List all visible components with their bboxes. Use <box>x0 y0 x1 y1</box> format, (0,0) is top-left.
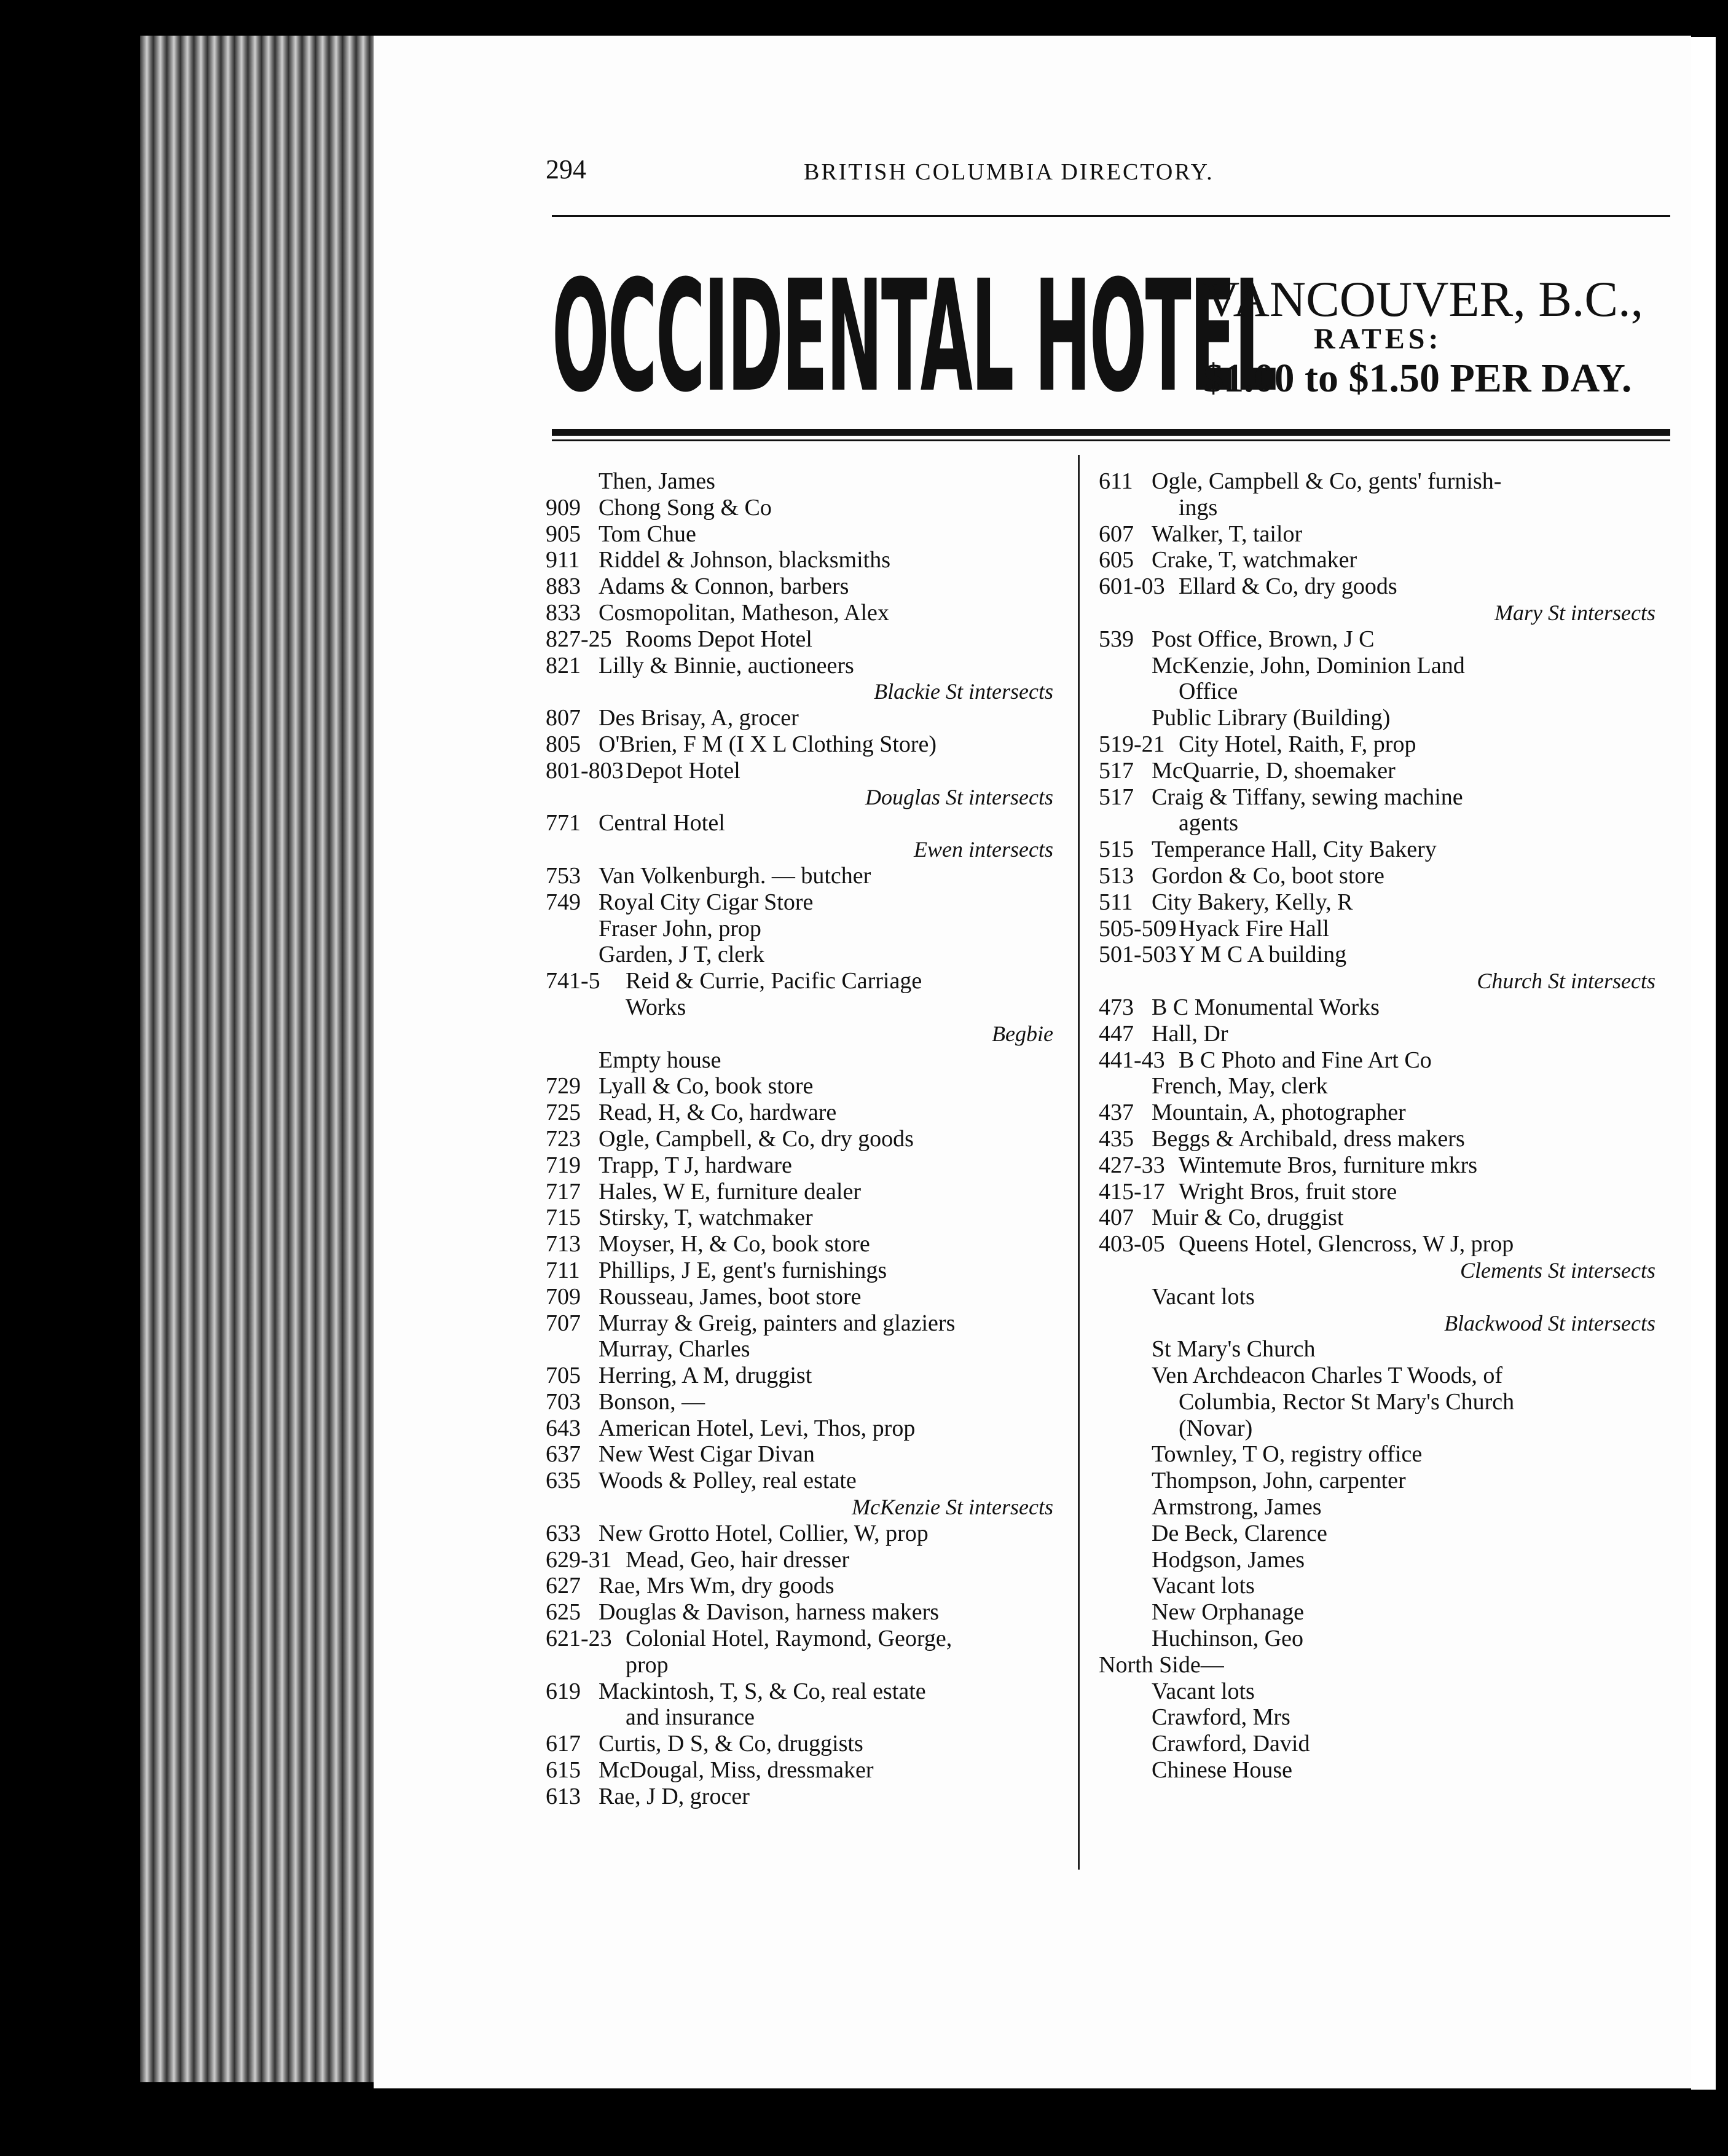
directory-entry <box>546 1152 1068 1179</box>
directory-entry <box>1099 521 1670 548</box>
street-number: 709 <box>546 1283 581 1310</box>
street-number: 705 <box>546 1363 581 1389</box>
book-page-edges <box>140 36 376 2082</box>
street-number: 703 <box>546 1388 581 1415</box>
directory-entry-plain: Then, James <box>599 468 715 494</box>
directory-entry <box>546 1757 1068 1784</box>
directory-entry-plain: Fraser John, prop <box>599 915 761 942</box>
street-number: 801-803 <box>546 757 624 784</box>
directory-entry <box>1099 626 1670 653</box>
street-number: 807 <box>546 705 581 731</box>
directory-entry <box>546 863 1068 889</box>
occupant-name: Colonial Hotel, Raymond, George, <box>626 1626 952 1652</box>
directory-entry <box>546 1468 1068 1494</box>
street-number: 723 <box>546 1125 581 1152</box>
directory-entry <box>546 600 1068 626</box>
occupant-name: McDougal, Miss, dressmaker <box>599 1757 874 1784</box>
directory-entry <box>1099 889 1670 916</box>
directory-entry <box>1099 1047 1670 1074</box>
street-number: 717 <box>546 1178 581 1205</box>
street-number: 821 <box>546 652 581 679</box>
ad-hotel-name: OCCIDENTAL HOTEL <box>552 247 1276 426</box>
directory-entry <box>1099 758 1670 784</box>
column-divider <box>1078 455 1080 1870</box>
entry-continuation: ings <box>1179 494 1218 521</box>
street-number: 517 <box>1099 784 1134 810</box>
street-number: 625 <box>546 1599 581 1626</box>
occupant-name: New West Cigar Divan <box>599 1441 815 1468</box>
directory-entry <box>546 1441 1068 1468</box>
directory-entry <box>546 1205 1068 1231</box>
street-number: 635 <box>546 1468 581 1494</box>
directory-entry-plain: De Beck, Clarence <box>1152 1520 1327 1546</box>
occupant-name: Ellard & Co, dry goods <box>1179 573 1397 600</box>
occupant-name: Central Hotel <box>599 810 725 836</box>
occupant-name: City Bakery, Kelly, R <box>1152 889 1353 915</box>
occupant-name: Rae, J D, grocer <box>599 1783 750 1809</box>
directory-entry-plain: Townley, T O, registry office <box>1152 1441 1423 1468</box>
directory-entry <box>1099 1205 1670 1231</box>
directory-entry-plain: Vacant lots <box>1152 1678 1255 1704</box>
street-number: 729 <box>546 1073 581 1100</box>
occupant-name: Ogle, Campbell & Co, gents' furnish- <box>1152 468 1502 494</box>
street-number: 719 <box>546 1152 581 1178</box>
occupant-name: B C Monumental Works <box>1152 994 1380 1020</box>
street-number: 511 <box>1099 889 1133 915</box>
occupant-name: Rae, Mrs Wm, dry goods <box>599 1573 835 1599</box>
street-number: 613 <box>546 1783 581 1809</box>
directory-entry-plain: Chinese House <box>1152 1757 1293 1784</box>
street-number: 505-509 <box>1099 915 1177 942</box>
street-number: 447 <box>1099 1020 1134 1047</box>
occupant-name: Reid & Currie, Pacific Carriage <box>626 968 922 994</box>
directory-entry <box>546 1126 1068 1152</box>
street-number: 883 <box>546 573 581 600</box>
street-number: 617 <box>546 1731 581 1757</box>
running-head <box>546 154 1676 197</box>
street-number: 621-23 <box>546 1626 612 1652</box>
street-intersection: Blackwood St intersects <box>1444 1310 1655 1336</box>
street-number: 741-5 <box>546 968 600 994</box>
street-number: 707 <box>546 1310 581 1336</box>
street-number: 637 <box>546 1441 581 1468</box>
street-number: 605 <box>1099 547 1134 573</box>
right-column <box>1099 468 1670 1784</box>
occupant-name: O'Brien, F M (I X L Clothing Store) <box>599 731 937 757</box>
street-intersection: Clements St intersects <box>1460 1257 1655 1283</box>
occupant-name: Hales, W E, furniture dealer <box>599 1178 861 1205</box>
directory-entry <box>546 1547 1068 1573</box>
directory-entry <box>1099 1126 1670 1152</box>
entry-continuation: (Novar) <box>1179 1415 1253 1441</box>
top-rule <box>552 215 1670 217</box>
street-number: 441-43 <box>1099 1047 1165 1073</box>
occupant-name: Van Volkenburgh. — butcher <box>599 862 871 889</box>
occupant-name: Read, H, & Co, hardware <box>599 1100 837 1126</box>
directory-entry <box>546 1389 1068 1415</box>
occupant-name: Murray & Greig, painters and glaziers <box>599 1310 956 1336</box>
occupant-name: Muir & Co, druggist <box>1152 1205 1344 1231</box>
entry-continuation: and insurance <box>626 1704 755 1731</box>
street-number: 749 <box>546 889 581 915</box>
occupant-name: Douglas & Davison, harness makers <box>599 1599 940 1626</box>
directory-entry <box>1099 942 1670 968</box>
street-number: 607 <box>1099 521 1134 547</box>
directory-entry <box>546 495 1068 521</box>
occupant-name: Trapp, T J, hardware <box>599 1152 792 1178</box>
directory-entry-plain: St Mary's Church <box>1152 1336 1316 1363</box>
directory-entry <box>546 705 1068 731</box>
street-number: 911 <box>546 547 580 573</box>
directory-entry <box>1099 1152 1670 1179</box>
street-number: 905 <box>546 521 581 547</box>
running-title: BRITISH COLUMBIA DIRECTORY. <box>804 159 1214 185</box>
occupant-name: McQuarrie, D, shoemaker <box>1152 757 1396 784</box>
directory-entry-plain: Hodgson, James <box>1152 1546 1305 1573</box>
directory-entry <box>1099 573 1670 600</box>
directory-entry <box>546 1310 1068 1337</box>
directory-entry <box>546 1599 1068 1626</box>
occupant-name: Cosmopolitan, Matheson, Alex <box>599 599 889 626</box>
street-number: 627 <box>546 1573 581 1599</box>
street-number: 711 <box>546 1257 580 1283</box>
directory-entry <box>546 1731 1068 1757</box>
entry-continuation: Office <box>1179 679 1238 705</box>
street-number: 827-25 <box>546 626 612 652</box>
occupant-name: Post Office, Brown, J C <box>1152 626 1375 652</box>
directory-entry <box>546 1100 1068 1126</box>
street-number: 715 <box>546 1205 581 1231</box>
occupant-name: Stirsky, T, watchmaker <box>599 1205 813 1231</box>
directory-entry <box>546 1284 1068 1310</box>
occupant-name: Chong Song & Co <box>599 494 772 521</box>
street-number: 403-05 <box>1099 1231 1165 1257</box>
entry-continuation: Works <box>626 994 686 1020</box>
street-number: 407 <box>1099 1205 1134 1231</box>
street-intersection: Douglas St intersects <box>865 784 1053 809</box>
occupant-name: Bonson, — <box>599 1388 705 1415</box>
occupant-name: Hyack Fire Hall <box>1179 915 1329 942</box>
directory-page <box>374 36 1691 2088</box>
occupant-name: Moyser, H, & Co, book store <box>599 1231 870 1257</box>
directory-entry-plain: Crawford, Mrs <box>1152 1704 1290 1731</box>
occupant-name: City Hotel, Raith, F, prop <box>1179 731 1416 757</box>
occupant-name: New Grotto Hotel, Collier, W, prop <box>599 1520 929 1546</box>
occupant-name: Craig & Tiffany, sewing machine <box>1152 784 1463 810</box>
occupant-name: Adams & Connon, barbers <box>599 573 849 600</box>
directory-entry <box>1099 916 1670 942</box>
directory-entry-plain: Murray, Charles <box>599 1336 750 1363</box>
ad-bottom-rule-thick <box>552 429 1670 436</box>
street-number: 611 <box>1099 468 1133 494</box>
street-intersection: McKenzie St intersects <box>852 1495 1053 1520</box>
occupant-name: Tom Chue <box>599 521 696 547</box>
directory-entry-plain: Empty house <box>599 1047 721 1073</box>
directory-entry-plain: Public Library (Building) <box>1152 705 1391 731</box>
directory-entry-plain: Ven Archdeacon Charles T Woods, of <box>1152 1363 1503 1389</box>
street-number: 539 <box>1099 626 1134 652</box>
directory-entry <box>546 1231 1068 1257</box>
directory-entry-plain: French, May, clerk <box>1152 1073 1328 1100</box>
occupant-name: Phillips, J E, gent's furnishings <box>599 1257 887 1283</box>
directory-entry <box>1099 1179 1670 1205</box>
directory-entry <box>546 1521 1068 1547</box>
entry-continuation: Columbia, Rector St Mary's Church <box>1179 1388 1515 1415</box>
directory-entry <box>546 758 1068 784</box>
directory-entry-plain: Armstrong, James <box>1152 1494 1322 1521</box>
occupant-name: Rooms Depot Hotel <box>626 626 812 652</box>
directory-entry <box>546 1363 1068 1389</box>
left-column <box>546 468 1068 1810</box>
street-number: 643 <box>546 1415 581 1441</box>
book-right-edge <box>1691 37 1716 2090</box>
occupant-name: Rousseau, James, boot store <box>599 1283 862 1310</box>
occupant-name: Mackintosh, T, S, & Co, real estate <box>599 1678 926 1704</box>
occupant-name: Wright Bros, fruit store <box>1179 1178 1397 1205</box>
street-number: 771 <box>546 810 581 836</box>
directory-entry <box>1099 784 1670 811</box>
occupant-name: Crake, T, watchmaker <box>1152 547 1357 573</box>
street-number: 501-503 <box>1099 942 1177 968</box>
directory-entry <box>546 1626 1068 1652</box>
occupant-name: Lyall & Co, book store <box>599 1073 814 1100</box>
occupant-name: Y M C A building <box>1179 942 1347 968</box>
street-number: 519-21 <box>1099 731 1165 757</box>
section-heading: North Side— <box>1099 1651 1224 1678</box>
street-number: 601-03 <box>1099 573 1165 600</box>
occupant-name: Herring, A M, druggist <box>599 1363 812 1389</box>
street-number: 833 <box>546 599 581 626</box>
street-number: 615 <box>546 1757 581 1784</box>
ad-rates-value: $1.00 to $1.50 PER DAY. <box>1203 356 1632 401</box>
occupant-name: Curtis, D S, & Co, druggists <box>599 1731 863 1757</box>
directory-entry <box>546 1073 1068 1100</box>
directory-entry-plain: Vacant lots <box>1152 1573 1255 1599</box>
occupant-name: Depot Hotel <box>626 757 740 784</box>
directory-entry <box>1099 836 1670 863</box>
directory-entry <box>546 1678 1068 1705</box>
ad-city: VANCOUVER, B.C., <box>1203 271 1644 327</box>
directory-entry <box>546 521 1068 548</box>
directory-entry <box>546 889 1068 916</box>
occupant-name: Des Brisay, A, grocer <box>599 705 799 731</box>
street-number: 619 <box>546 1678 581 1704</box>
occupant-name: Riddel & Johnson, blacksmiths <box>599 547 890 573</box>
directory-entry-plain: McKenzie, John, Dominion Land <box>1152 652 1465 679</box>
occupant-name: Lilly & Binnie, auctioneers <box>599 652 854 679</box>
directory-entry <box>546 1573 1068 1599</box>
directory-entry <box>1099 731 1670 758</box>
street-number: 473 <box>1099 994 1134 1020</box>
directory-entry <box>1099 547 1670 573</box>
directory-entry <box>1099 1100 1670 1126</box>
street-number: 633 <box>546 1520 581 1546</box>
street-number: 513 <box>1099 862 1134 889</box>
occupant-name: Mountain, A, photographer <box>1152 1100 1406 1126</box>
entry-continuation: prop <box>626 1651 669 1678</box>
directory-entry-plain: Thompson, John, carpenter <box>1152 1468 1406 1494</box>
occupant-name: Ogle, Campbell, & Co, dry goods <box>599 1125 914 1152</box>
ad-rates-label: RATES: <box>1314 323 1442 355</box>
directory-entry <box>546 1179 1068 1205</box>
street-intersection: Ewen intersects <box>914 837 1053 862</box>
occupant-name: Temperance Hall, City Bakery <box>1152 836 1437 863</box>
street-intersection: Blackie St intersects <box>874 679 1053 704</box>
directory-entry <box>546 573 1068 600</box>
street-intersection: Church St intersects <box>1477 969 1655 994</box>
occupant-name: Walker, T, tailor <box>1152 521 1303 547</box>
occupant-name: Wintemute Bros, furniture mkrs <box>1179 1152 1478 1178</box>
street-intersection: Begbie <box>992 1021 1053 1046</box>
directory-entry <box>546 547 1068 573</box>
street-number: 517 <box>1099 757 1134 784</box>
street-number: 515 <box>1099 836 1134 863</box>
street-number: 805 <box>546 731 581 757</box>
directory-entry <box>1099 1021 1670 1047</box>
directory-entry <box>1099 1231 1670 1257</box>
street-number: 427-33 <box>1099 1152 1165 1178</box>
directory-entry-plain: Crawford, David <box>1152 1731 1310 1757</box>
street-intersection: Mary St intersects <box>1494 600 1655 625</box>
entry-continuation: agents <box>1179 810 1239 836</box>
directory-entry <box>546 968 1068 994</box>
occupant-name: Gordon & Co, boot store <box>1152 862 1384 889</box>
directory-entry <box>546 731 1068 758</box>
street-number: 909 <box>546 494 581 521</box>
page-number: 294 <box>546 154 586 184</box>
directory-entry <box>546 1257 1068 1284</box>
directory-entry-plain: New Orphanage <box>1152 1599 1304 1626</box>
occupant-name: B C Photo and Fine Art Co <box>1179 1047 1432 1073</box>
street-number: 435 <box>1099 1125 1134 1152</box>
directory-entry <box>546 1415 1068 1442</box>
street-number: 415-17 <box>1099 1178 1165 1205</box>
directory-entry <box>546 626 1068 653</box>
occupant-name: Mead, Geo, hair dresser <box>626 1546 850 1573</box>
directory-entry <box>546 810 1068 836</box>
directory-entry-plain: Huchinson, Geo <box>1152 1626 1303 1652</box>
occupant-name: Hall, Dr <box>1152 1020 1228 1047</box>
street-number: 753 <box>546 862 581 889</box>
directory-entry <box>1099 994 1670 1021</box>
street-number: 437 <box>1099 1100 1134 1126</box>
directory-entry-plain: Vacant lots <box>1152 1283 1255 1310</box>
ad-bottom-rule-thin <box>552 439 1670 441</box>
street-number: 629-31 <box>546 1546 612 1573</box>
directory-entry <box>1099 863 1670 889</box>
directory-entry <box>546 1784 1068 1810</box>
street-number: 713 <box>546 1231 581 1257</box>
occupant-name: Queens Hotel, Glencross, W J, prop <box>1179 1231 1514 1257</box>
occupant-name: Woods & Polley, real estate <box>599 1468 857 1494</box>
directory-entry <box>546 653 1068 679</box>
occupant-name: Royal City Cigar Store <box>599 889 814 915</box>
occupant-name: Beggs & Archibald, dress makers <box>1152 1125 1465 1152</box>
hotel-advertisement <box>552 247 1670 426</box>
occupant-name: American Hotel, Levi, Thos, prop <box>599 1415 916 1441</box>
street-number: 725 <box>546 1100 581 1126</box>
directory-entry-plain: Garden, J T, clerk <box>599 942 764 968</box>
directory-entry <box>1099 468 1670 495</box>
